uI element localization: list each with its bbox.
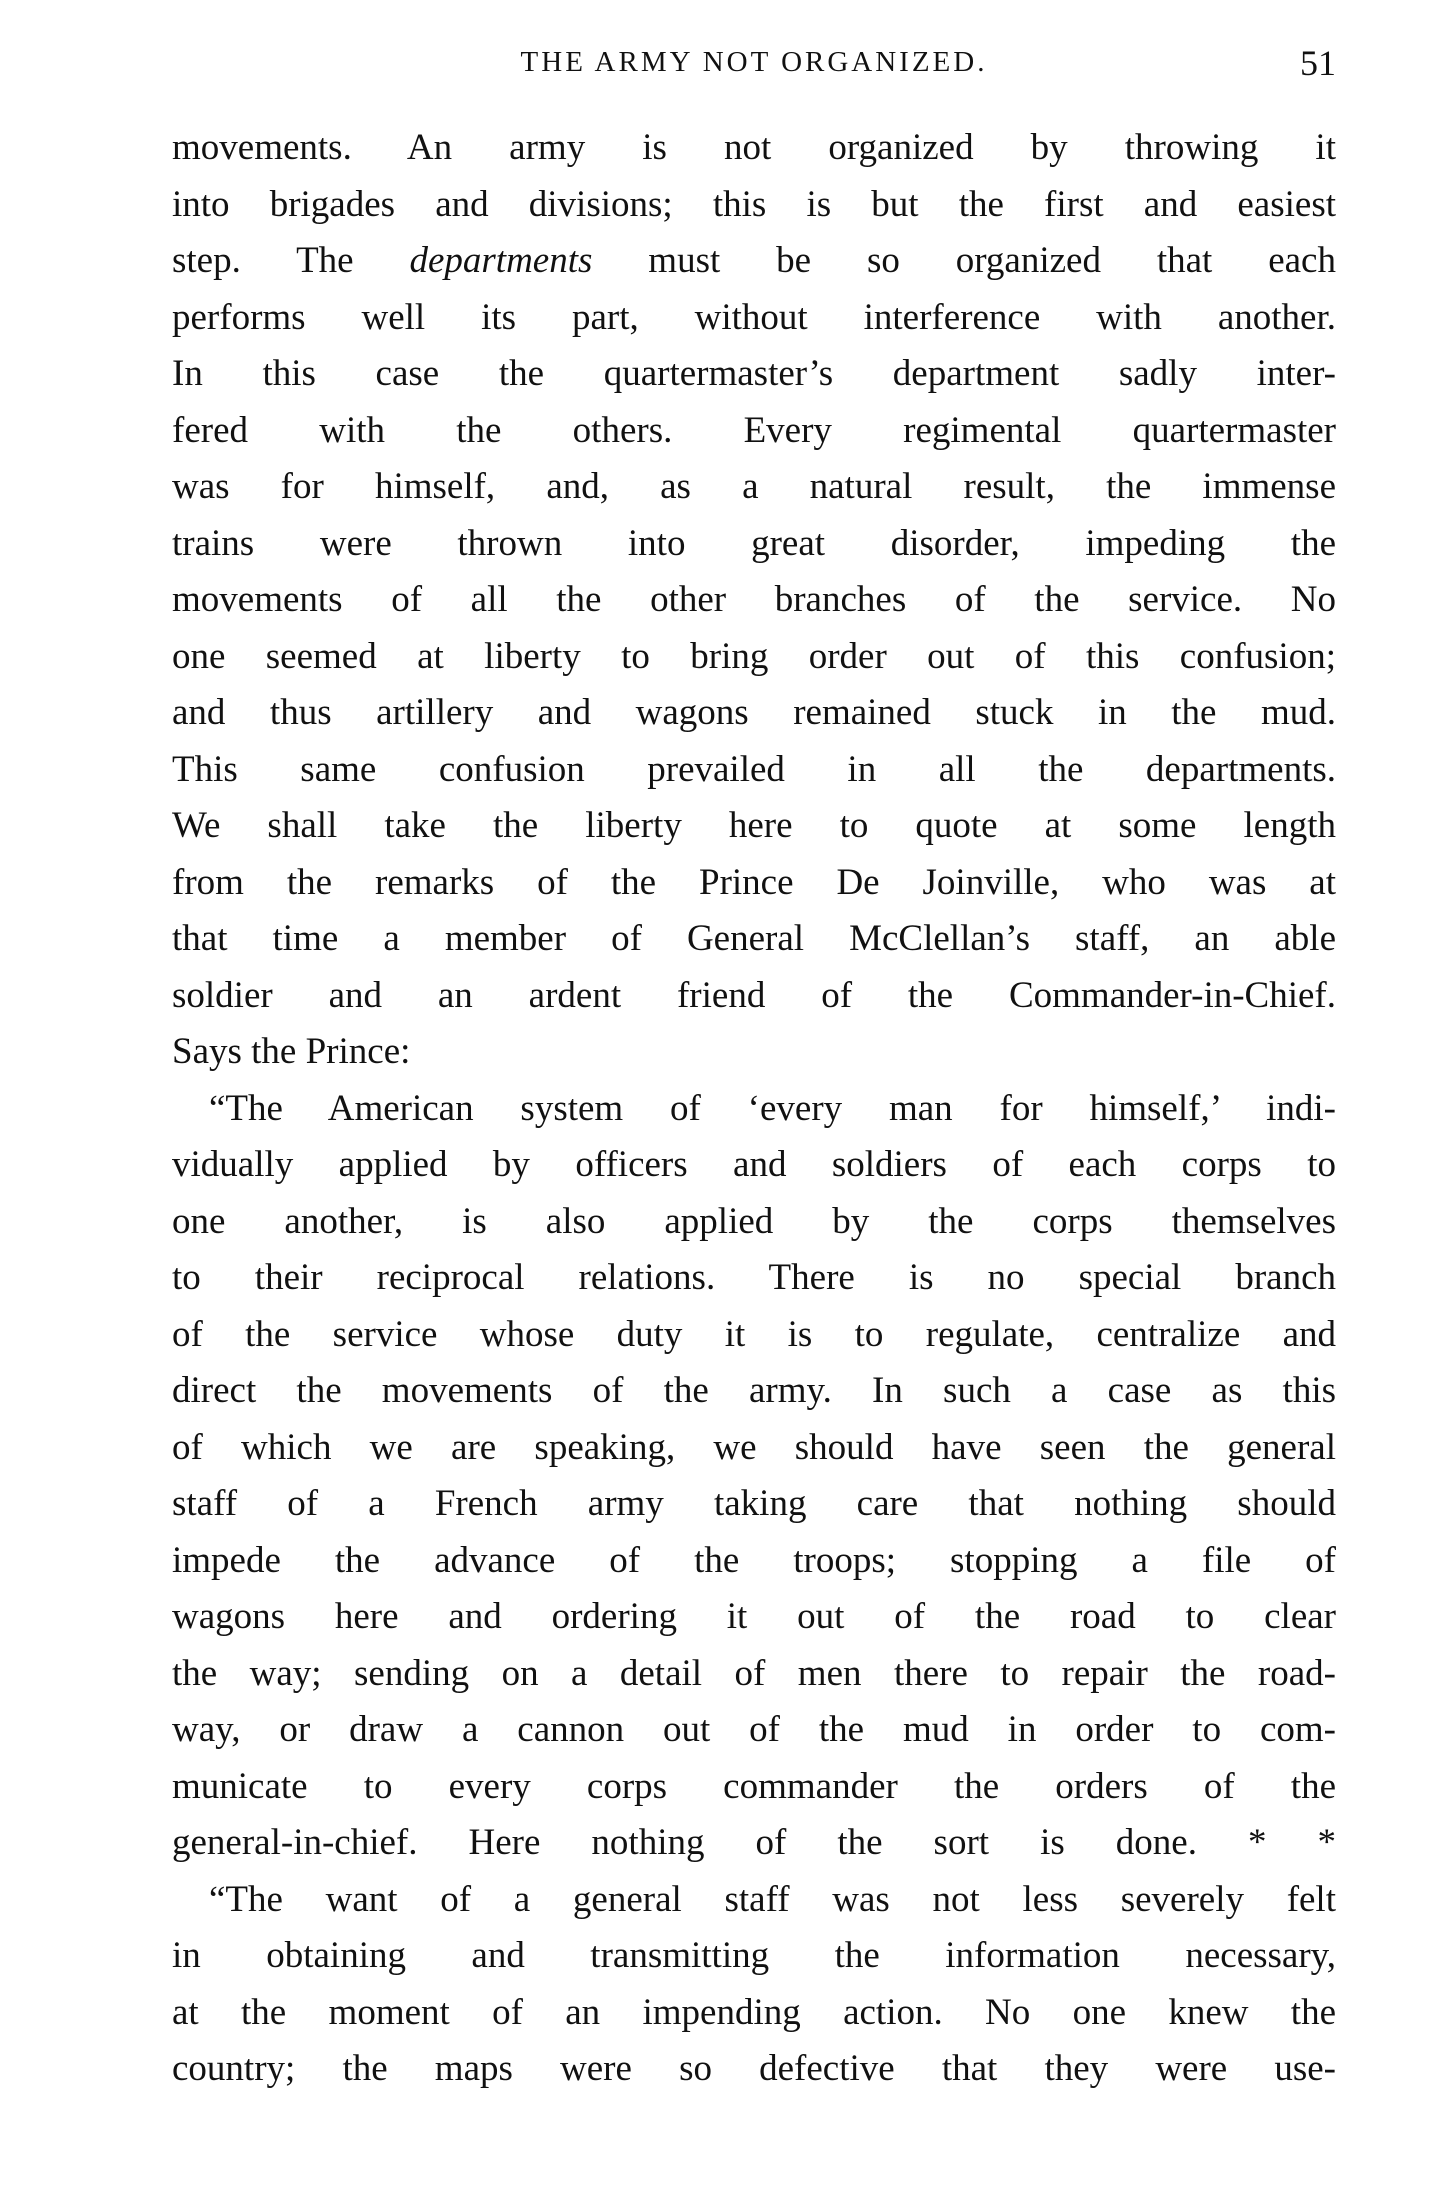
quote-line: to their reciprocal relations. There is no special branch [172,1257,1336,1298]
text-line: into brigades and divisions; this is but the first and easiest [172,183,1336,225]
text-line: performs well its part, without interference with another. [172,296,1336,338]
quote-line: “The want of a general staff was not less severely felt [209,1878,1336,1920]
text-run: step. The [172,240,410,281]
quote-line: wagons here and ordering it out of the road to clear [172,1596,1336,1637]
text-line: movements of all the other branches of the service. No [172,579,1336,620]
quote-line: of which we are speaking, we should have seen the general [172,1426,1336,1468]
text-line: and thus artillery and wagons remained stuck in the mud. [172,692,1336,733]
text-line: soldier and an ardent friend of the Commander-in-Chief. [172,974,1336,1016]
text-line [172,233,1336,290]
text-line: movements. An army is not organized by throwing it [172,127,1336,168]
quote-line: “The American system of ‘every man for himself,’ indi- [209,1087,1336,1129]
quote-line: at the moment of an impending action. No one knew the [172,1991,1336,2033]
quote-line: way, or draw a cannon out of the mud in order to com- [172,1709,1336,1750]
running-head [172,38,1336,98]
quote-line: the way; sending on a detail of men there to repair the road- [172,1652,1336,1694]
text-line: This same confusion prevailed in all the departments. [172,748,1336,790]
text-line: was for himself, and, as a natural result, the immense [172,466,1336,507]
quote-line: impede the advance of the troops; stopping a file of [172,1539,1336,1581]
quote-line: of the service whose duty it is to regulate, centralize and [172,1313,1336,1355]
text-line: one seemed at liberty to bring order out of this confusion; [172,635,1336,677]
quote-line: vidually applied by officers and soldiers of each corps to [172,1144,1336,1185]
text-run: must be so organized that each [592,240,1336,281]
quote-line: municate to every corps commander the orders of the [172,1765,1336,1807]
text-line: from the remarks of the Prince De Joinville, who was at [172,861,1336,903]
body-text [172,120,1336,2098]
quote-line: direct the movements of the army. In such a case as this [172,1370,1336,1411]
italic-term: departments [409,240,593,281]
quote-line: general-in-chief. Here nothing of the sort is done. * * [172,1822,1336,1863]
text-line: that time a member of General McClellan’s staff, an able [172,918,1336,959]
text-line: trains were thrown into great disorder, impeding the [172,522,1336,564]
text-line: We shall take the liberty here to quote at some length [172,805,1336,846]
quote-line: staff of a French army taking care that nothing should [172,1483,1336,1524]
quote-line: one another, is also applied by the corps themselves [172,1200,1336,1242]
page-number: 51 [1300,43,1336,83]
text-line: Says the Prince: [172,1031,411,1072]
quote-line: in obtaining and transmitting the information necessary, [172,1935,1336,1976]
running-title: THE ARMY NOT ORGANIZED. [520,46,988,78]
quote-line: country; the maps were so defective that they were use- [172,2048,1336,2089]
text-line: In this case the quartermaster’s department sadly inter- [172,353,1336,394]
text-line: fered with the others. Every regimental quartermaster [172,409,1336,451]
